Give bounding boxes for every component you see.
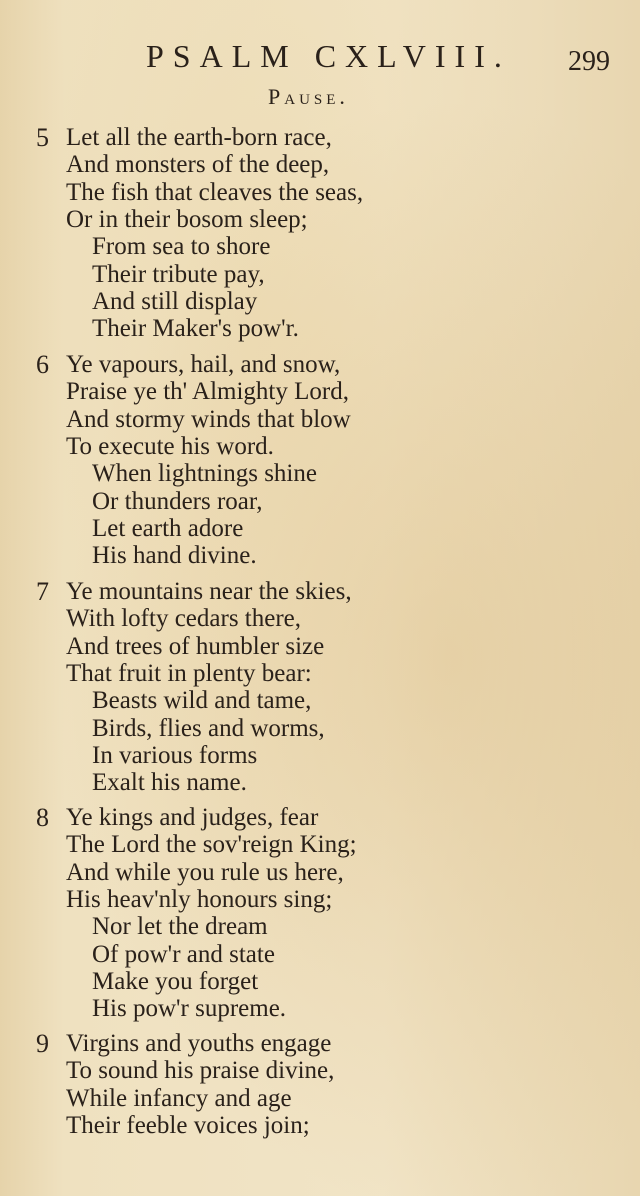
verse-line: His pow'r supreme. bbox=[92, 995, 287, 1023]
page-number: 299 bbox=[568, 46, 610, 77]
verse-line: Let earth adore bbox=[92, 514, 244, 542]
verse-line: Virgins and youths engage bbox=[66, 1030, 332, 1057]
verse-number: 8 bbox=[36, 803, 49, 832]
verse-number: 7 bbox=[36, 577, 49, 606]
verse-line: Exalt his name. bbox=[92, 769, 247, 797]
verse-line: Their Maker's pow'r. bbox=[92, 315, 299, 343]
verse-line: Ye vapours, hail, and snow, bbox=[66, 351, 341, 378]
verse-line: That fruit in plenty bear: bbox=[66, 659, 312, 687]
verse-line: Ye kings and judges, fear bbox=[66, 804, 319, 831]
verse-line: Ye mountains near the skies, bbox=[66, 578, 352, 605]
verse-line: From sea to shore bbox=[92, 233, 271, 261]
verse-line: The Lord the sov'reign King; bbox=[66, 831, 357, 859]
verse-line: Make you forget bbox=[92, 967, 259, 995]
verse-number: 6 bbox=[36, 350, 49, 379]
verse-line: Nor let the dream bbox=[92, 913, 268, 941]
verse-line: Or thunders roar, bbox=[92, 487, 263, 515]
psalm-title: PSALM CXLVIII. bbox=[146, 38, 511, 74]
verse-line: And while you rule us here, bbox=[66, 858, 344, 886]
verse-line: When lightnings shine bbox=[92, 460, 317, 488]
verse-line: Birds, flies and worms, bbox=[92, 714, 325, 742]
verse-line: And still display bbox=[92, 287, 258, 315]
stanza-9 bbox=[0, 1030, 640, 1143]
verse-line: His hand divine. bbox=[92, 542, 257, 570]
verse-line: Let all the earth-born race, bbox=[66, 124, 332, 151]
verse-line: And stormy winds that blow bbox=[66, 405, 351, 433]
verse-line: While infancy and age bbox=[66, 1084, 292, 1112]
verse-line: With lofty cedars there, bbox=[66, 605, 302, 633]
verse-line: His heav'nly honours sing; bbox=[66, 885, 333, 913]
stanza-6 bbox=[0, 351, 640, 573]
verse-number: 9 bbox=[36, 1029, 49, 1058]
stanza-7 bbox=[0, 578, 640, 800]
verse-line: Or in their bosom sleep; bbox=[66, 205, 308, 233]
verse-line: To sound his praise divine, bbox=[66, 1057, 335, 1085]
verse-line: The fish that cleaves the seas, bbox=[66, 178, 364, 206]
verse-line: Beasts wild and tame, bbox=[92, 687, 312, 715]
running-head bbox=[0, 38, 640, 78]
verse-number: 5 bbox=[36, 123, 49, 152]
verse-line: In various forms bbox=[92, 741, 258, 769]
verse-line: Their tribute pay, bbox=[92, 260, 265, 288]
verse-line: And trees of humbler size bbox=[66, 632, 325, 660]
stanza-5 bbox=[0, 124, 640, 346]
verse-line: Praise ye th' Almighty Lord, bbox=[66, 378, 349, 406]
verse-line: Of pow'r and state bbox=[92, 940, 275, 968]
verse-line: Their feeble voices join; bbox=[66, 1111, 310, 1139]
stanza-8 bbox=[0, 804, 640, 1026]
verse-line: And monsters of the deep, bbox=[66, 151, 330, 179]
verse-line: To execute his word. bbox=[66, 432, 274, 460]
pause-subheading: Pause. bbox=[268, 84, 349, 109]
